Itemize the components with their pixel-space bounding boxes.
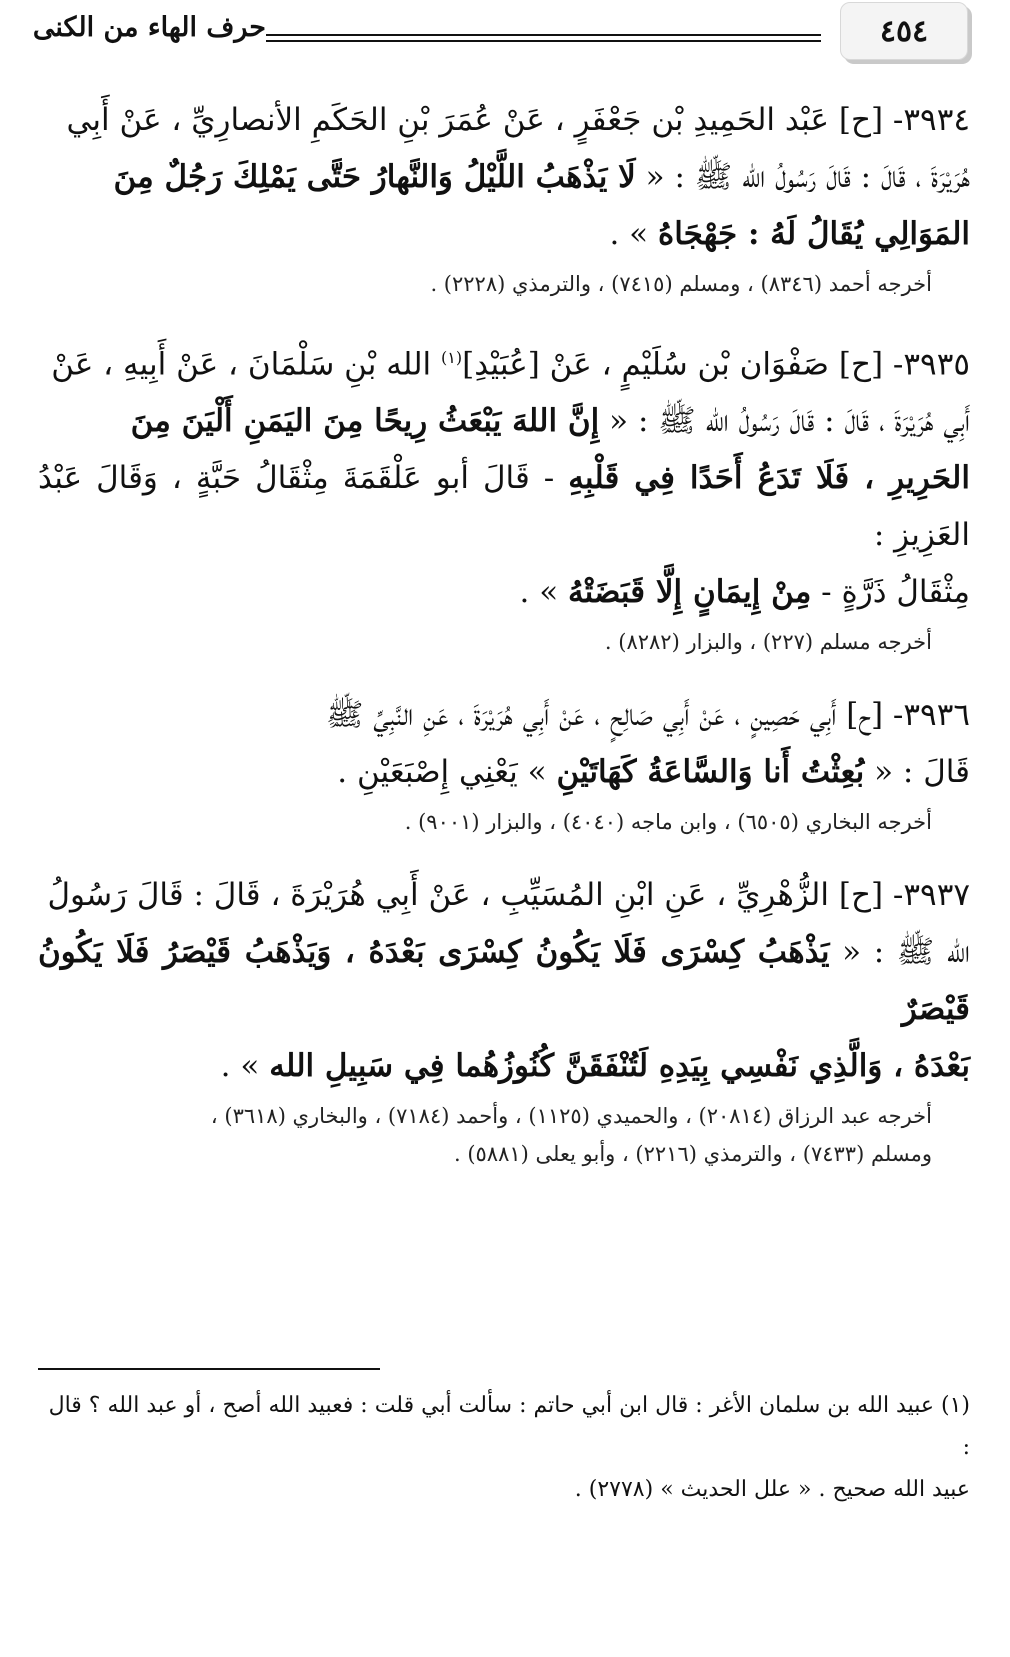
footnotes <box>38 1385 970 1511</box>
hadith-3937 <box>38 867 970 1173</box>
hadith-matn: لَا يَذْهَبُ اللَّيْلُ وَالنَّهارُ حَتَّى يَمْلِكَ رَجُلٌ مِنَ <box>113 159 636 195</box>
hadith-line: ٣٩٣٦- [ح] أَبِي حَصِينٍ ، عَنْ أَبِي صَالِحٍ ، عَنْ أَبِي هُرَيْرَةَ ، عَنِ النَّبِيِّ ﷺ <box>326 697 970 734</box>
header-rule <box>266 40 821 42</box>
hadith-line: الله بْنِ سَلْمَانَ ، عَنْ أَبِيهِ ، عَنْ <box>51 346 442 383</box>
footnote-separator <box>38 1368 380 1370</box>
hadith-line: - قَالَ أبو عَلْقَمَةَ مِثْقَالُ حَبَّةٍ ، وَقَالَ عَبْدُ العَزِيزِ : <box>38 460 970 554</box>
hadith-3934 <box>38 92 970 303</box>
hadith-matn: بَعْدَهُ ، وَالَّذِي نَفْسِي بِيَدِهِ لَتُنْفَقَنَّ كُنُوزُهُما فِي سَبِيلِ الله <box>269 1048 970 1085</box>
footnote-line: (١) عبيد الله بن سلمان الأغر : قال ابن أبي حاتم : سألت أبي قلت : فعبيد الله أصح ، أو عبد الله ؟ قال : <box>48 1393 970 1460</box>
takhrij: أخرجه البخاري (٦٥٠٥) ، وابن ماجه (٤٠٤٠) ، والبزار (٩٠٠١) . <box>404 810 932 835</box>
hadith-line: مِثْقَالُ ذَرَّةٍ - <box>811 574 970 611</box>
spacer <box>38 841 970 867</box>
takhrij <box>38 1097 970 1173</box>
takhrij-line: ومسلم (٧٤٣٣) ، والترمذي (٢٢١٦) ، وأبو يعلى (٥٨٨١) . <box>453 1142 932 1167</box>
takhrij: أخرجه مسلم (٢٢٧) ، والبزار (٨٢٨٢) . <box>604 630 932 655</box>
hadith-line: ٣٩٣٥- [ح] صَفْوَان بْن سُلَيْمٍ ، عَنْ [عُبَيْدِ] <box>462 346 970 383</box>
hadith-text <box>38 687 970 801</box>
hadith-3935 <box>38 329 970 661</box>
page-header <box>0 0 1010 90</box>
chapter-title: حرف الهاء من الكنى <box>32 12 266 43</box>
hadith-line: هُرَيْرَةَ ، قَالَ : قَالَ رَسُولُ الله ﷺ : « <box>635 159 970 195</box>
hadith-line: ٣٩٣٧- [ح] الزُّهْرِيِّ ، عَنِ ابْنِ المُسَيِّبِ ، عَنْ أَبِي هُرَيْرَةَ ، قَالَ : قَالَ رَسُولُ <box>47 877 970 914</box>
footnote-line: عبيد الله صحيح . « علل الحديث » (٢٧٧٨) . <box>574 1477 970 1502</box>
hadith-3936 <box>38 687 970 841</box>
hadith-line: » يَعْنِي إِصْبَعَيْنِ . <box>337 754 557 791</box>
hadith-matn: إِنَّ اللهَ يَبْعَثُ رِيحًا مِنَ اليَمَنِ أَلْيَنَ مِنَ <box>130 403 600 440</box>
hadith-line: قَالَ : « <box>864 754 970 791</box>
hadith-text <box>38 329 970 621</box>
hadith-line: » . <box>519 574 569 611</box>
page-number-badge <box>840 2 968 60</box>
hadith-line: » . <box>609 216 658 252</box>
spacer <box>38 661 970 687</box>
footnote-marker[interactable]: (١) <box>441 348 463 367</box>
hadith-line: الله ﷺ : « <box>829 934 970 971</box>
hadith-matn: بُعِثْتُ أَنا وَالسَّاعَةُ كَهَاتَيْنِ <box>556 754 865 791</box>
header-rule <box>266 34 821 36</box>
takhrij: أخرجه أحمد (٨٣٤٦) ، ومسلم (٧٤١٥) ، والترمذي (٢٢٢٨) . <box>430 272 932 296</box>
hadith-text <box>38 92 970 263</box>
main-content <box>38 92 970 1173</box>
hadith-line: أَبِي هُرَيْرَةَ ، قَالَ : قَالَ رَسُولُ الله ﷺ : « <box>599 403 970 440</box>
hadith-line: ٣٩٣٤- [ح] عَبْد الحَمِيدِ بْن جَعْفَرٍ ، عَنْ عُمَرَ بْنِ الحَكَمِ الأنصارِيِّ ، عَنْ أَبِي <box>66 102 970 138</box>
hadith-line: » . <box>220 1048 270 1085</box>
hadith-matn: المَوَالِي يُقَالُ لَهُ : جَهْجَاهُ <box>658 216 970 252</box>
page-number: ٤٥٤ <box>879 13 929 49</box>
hadith-matn: مِنْ إِيمَانٍ إِلَّا قَبَضَتْهُ <box>568 574 812 611</box>
hadith-text <box>38 867 970 1095</box>
hadith-matn: الحَرِيرِ ، فَلَا تَدَعُ أَحَدًا فِي قَلْبِهِ <box>568 460 970 497</box>
spacer <box>38 303 970 329</box>
hadith-matn: يَذْهَبُ كِسْرَى فَلَا يَكُونُ كِسْرَى بَعْدَهُ ، وَيَذْهَبُ قَيْصَرُ فَلَا يَكُونُ قَيْصَرٌ <box>38 934 970 1028</box>
takhrij-line: أخرجه عبد الرزاق (٢٠٨١٤) ، والحميدي (١١٢٥) ، وأحمد (٧١٨٤) ، والبخاري (٣٦١٨) ، <box>210 1104 932 1129</box>
